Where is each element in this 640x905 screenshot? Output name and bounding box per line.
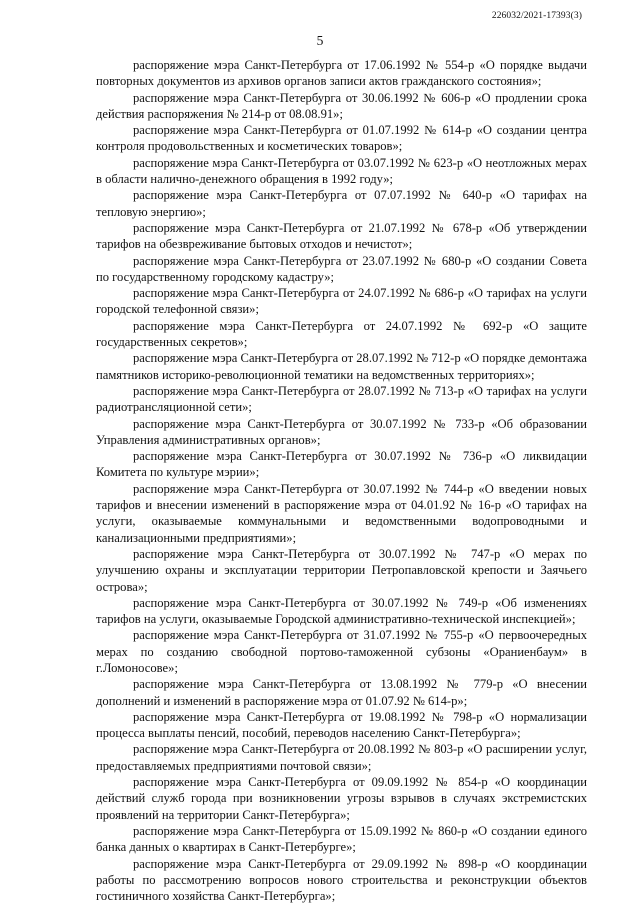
list-item: распоряжение мэра Санкт-Петербурга от 29.09.1992 № 898-р «О координации работы по рассмотрению вопросов нового строительства и реконструкции объектов гостиничного хозяйства Санкт-Петербурга»; <box>96 856 587 904</box>
list-item: распоряжение мэра Санкт-Петербурга от 15.09.1992 № 860-р «О создании единого банка данных о квартирах в Санкт-Петербурге»; <box>96 823 587 855</box>
page-number: 5 <box>316 33 324 48</box>
list-item: распоряжение мэра Санкт-Петербурга от 19.08.1992 № 798-р «О нормализации процесса выплаты пенсий, пособий, переводов населению Санкт-Петербурга»; <box>96 709 587 741</box>
document-body <box>96 57 587 904</box>
list-item: распоряжение мэра Санкт-Петербурга от 21.07.1992 № 678-р «Об утверждении тарифов на обезвреживание бытовых отходов и нечистот»; <box>96 220 587 252</box>
list-item: распоряжение мэра Санкт-Петербурга от 07.07.1992 № 640-р «О тарифах на тепловую энергию»; <box>96 188 587 219</box>
document-registration-number: 226032/2021-17393(3) <box>491 11 582 21</box>
list-item: распоряжение мэра Санкт-Петербурга от 13.08.1992 № 779-р «О внесении дополнений и изменений в распоряжение мэра от 01.07.92 № 614-р»; <box>96 677 587 708</box>
list-item: распоряжение мэра Санкт-Петербурга от 24.07.1992 № 692-р «О защите государственных секретов»; <box>96 318 587 350</box>
list-item: распоряжение мэра Санкт-Петербурга от 31.07.1992 № 755-р «О первоочередных мерах по созданию свободной портово-таможенной субзоны «Ораниенбаум» в г.Ломоносове»; <box>96 628 587 675</box>
list-item: распоряжение мэра Санкт-Петербурга от 30.06.1992 № 606-р «О продлении срока действия распоряжения № 214-р от 08.08.91»; <box>96 90 587 121</box>
list-item: распоряжение мэра Санкт-Петербурга от 24.07.1992 № 686-р «О тарифах на услуги городской телефонной связи»; <box>96 286 587 317</box>
list-item: распоряжение мэра Санкт-Петербурга от 30.07.1992 № 749-р «Об изменениях тарифов на услуги, оказываемые Городской административно-технической инспекцией»; <box>96 595 587 627</box>
list-item: распоряжение мэра Санкт-Петербурга от 28.07.1992 № 713-р «О тарифах на услуги радиотрансляционной сети»; <box>96 383 587 415</box>
list-item: распоряжение мэра Санкт-Петербурга от 30.07.1992 № 736-р «О ликвидации Комитета по культуре мэрии»; <box>96 449 587 480</box>
list-item: распоряжение мэра Санкт-Петербурга от 30.07.1992 № 747-р «О мерах по улучшению охраны и эксплуатации территории Петропавловской крепости и Заячьего острова»; <box>96 546 587 594</box>
list-item: распоряжение мэра Санкт-Петербурга от 30.07.1992 № 744-р «О введении новых тарифов и внесении изменений в распоряжение мэра от 04.01.92 № 16-р «О тарифах на услуги, оказываемые коммунальными и ведомственными водопроводными и канализационными предприятиями»; <box>96 481 587 545</box>
list-item: распоряжение мэра Санкт-Петербурга от 03.07.1992 № 623-р «О неотложных мерах в области налично-денежного обращения в 1992 году»; <box>96 155 587 187</box>
list-item: распоряжение мэра Санкт-Петербурга от 09.09.1992 № 854-р «О координации действий служб города при возникновении угрозы взрывов в случаях экстремистских проявлений на территории Санкт-Петербурга»; <box>96 775 587 822</box>
list-item: распоряжение мэра Санкт-Петербурга от 23.07.1992 № 680-р «О создании Совета по государственному городскому кадастру»; <box>96 253 587 284</box>
list-item: распоряжение мэра Санкт-Петербурга от 17.06.1992 № 554-р «О порядке выдачи повторных документов из архивов органов записи актов гражданского состояния»; <box>96 58 587 89</box>
list-item: распоряжение мэра Санкт-Петербурга от 30.07.1992 № 733-р «Об образовании Управления административных органов»; <box>96 416 587 447</box>
list-item: распоряжение мэра Санкт-Петербурга от 28.07.1992 № 712-р «О порядке демонтажа памятников историко-революционной тематики на ведомственных территориях»; <box>96 351 587 382</box>
list-item: распоряжение мэра Санкт-Петербурга от 01.07.1992 № 614-р «О создании центра контроля продовольственных и косметических товаров»; <box>96 123 587 154</box>
list-item: распоряжение мэра Санкт-Петербурга от 20.08.1992 № 803-р «О расширении услуг, предоставляемых предприятиями почтовой связи»; <box>96 742 587 773</box>
